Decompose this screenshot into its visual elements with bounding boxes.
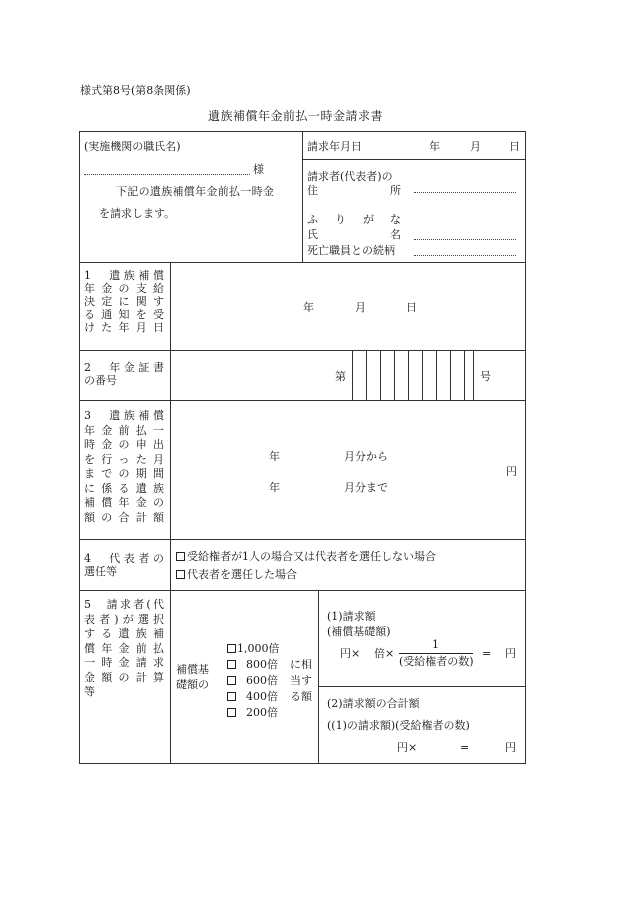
cert-box-line — [408, 350, 409, 400]
row1-month: 月 — [355, 301, 366, 314]
divider-row4 — [79, 590, 525, 591]
basis-label-1: 補償基 — [176, 663, 209, 676]
request-line1: 下記の遺族補償年金前払一時金 — [116, 185, 275, 198]
multiplier-800-checkbox[interactable] — [227, 660, 236, 669]
relation-dotline[interactable] — [414, 255, 516, 256]
cert-box-line — [380, 350, 381, 400]
row2-dai: 第 — [335, 370, 346, 383]
multiplier-1000: 1,000倍 — [237, 642, 280, 655]
row2-go: 号 — [480, 370, 491, 383]
claim-yen: 円 — [505, 647, 516, 660]
furigana-4: な — [390, 213, 401, 226]
top-split-line — [302, 131, 303, 262]
fraction-bar — [399, 653, 473, 654]
institution-label: (実施機関の職氏名) — [84, 140, 181, 153]
total-formula: ((1)の請求額)(受給権者の数) — [327, 719, 470, 732]
institution-dotline[interactable] — [84, 174, 250, 175]
date-row-bottom — [302, 159, 525, 160]
divider-row1 — [79, 350, 525, 351]
basis-label-2: 礎額の — [176, 678, 209, 691]
divider-row3 — [79, 539, 525, 540]
total-yen: 円 — [505, 741, 516, 754]
row3-month-to: 月分まで — [344, 481, 388, 494]
request-line2: を請求します。 — [99, 207, 176, 220]
claim-yen-x: 円× — [340, 647, 361, 660]
date-year: 年 — [429, 140, 440, 153]
multiplier-400: 400倍 — [246, 690, 278, 703]
furigana-2: り — [335, 213, 346, 226]
claimant-label: 請求者(代表者)の — [307, 170, 393, 183]
divider-top-section — [79, 262, 525, 263]
form-number: 様式第8号(第8条関係) — [80, 84, 191, 97]
total-yen-x: 円× — [397, 741, 418, 754]
row3-yen: 円 — [506, 465, 517, 478]
furigana-3: が — [363, 213, 374, 226]
row1-year: 年 — [303, 301, 314, 314]
frame-bottom — [79, 763, 525, 764]
claim-title: (1)請求額 — [327, 610, 376, 623]
claim-bai-x: 倍× — [374, 647, 395, 660]
cert-box-line — [366, 350, 367, 400]
multiplier-200: 200倍 — [246, 706, 278, 719]
multiplier-1000-checkbox[interactable] — [227, 644, 236, 653]
cert-box-line — [450, 350, 451, 400]
claim-numerator: 1 — [432, 638, 439, 651]
row5-label: 5 請求者(代 表者)が選択 する遺族補 償年金前払 一時金請求 金額の計算 等 — [84, 598, 164, 698]
multiplier-600: 600倍 — [246, 674, 278, 687]
row2-label: 2 年金証書 の番号 — [84, 361, 164, 387]
row5-split-line — [318, 590, 319, 764]
row3-month-from: 月分から — [344, 450, 388, 463]
label-column-divider — [170, 262, 171, 764]
option1-checkbox[interactable] — [176, 552, 185, 561]
cert-box-line — [464, 350, 465, 400]
furigana-1: ふ — [307, 213, 318, 226]
multiplier-400-checkbox[interactable] — [227, 692, 236, 701]
name-char-a: 氏 — [307, 228, 318, 241]
cert-box-line — [436, 350, 437, 400]
cert-box-line — [473, 350, 474, 400]
date-day: 日 — [509, 140, 520, 153]
row3-label: 3 遺族補償 年金前払一 時金の申出 を行った月 までの期間 に係る遺族 補償年金の 額の合計額 — [84, 409, 164, 524]
date-label: 請求年月日 — [307, 140, 362, 153]
sama-text: 様 — [253, 163, 264, 176]
frame-left — [79, 131, 80, 764]
total-title: (2)請求額の合計額 — [327, 697, 420, 710]
address-char-b: 所 — [390, 184, 401, 197]
name-char-b: 名 — [390, 228, 401, 241]
cert-box-line — [394, 350, 395, 400]
cert-box-line — [352, 350, 353, 400]
option2-checkbox[interactable] — [176, 570, 185, 579]
date-month: 月 — [470, 140, 481, 153]
relation-label: 死亡職員との続柄 — [307, 244, 395, 257]
multiplier-200-checkbox[interactable] — [227, 708, 236, 717]
row3-year-from: 年 — [269, 450, 280, 463]
address-dotline[interactable] — [414, 192, 516, 193]
multiplier-800: 800倍 — [246, 658, 278, 671]
cert-box-line — [422, 350, 423, 400]
option1-label: 受給権者が1人の場合又は代表者を選任しない場合 — [187, 550, 436, 563]
row1-day: 日 — [406, 301, 417, 314]
equiv-2: 当す — [290, 674, 312, 687]
row4-label: 4 代表者の 選任等 — [84, 552, 164, 578]
total-equals: = — [460, 741, 470, 754]
claim-sub: (補償基礎額) — [327, 625, 391, 638]
option2-label: 代表者を選任した場合 — [187, 568, 297, 581]
row5-right-divider — [318, 686, 525, 687]
row1-label: 1 遺族補償 年金の支給 決定に関す る通知を受 け た 年 月 日 — [84, 269, 164, 334]
form-title: 遺族補償年金前払一時金請求書 — [208, 109, 384, 123]
divider-row2 — [79, 400, 525, 401]
equiv-1: に相 — [290, 658, 312, 671]
equiv-3: る額 — [290, 690, 312, 703]
claim-equals: = — [482, 647, 492, 660]
row3-year-to: 年 — [269, 481, 280, 494]
frame-right — [525, 131, 526, 764]
claim-denominator: (受給権者の数) — [399, 655, 474, 668]
multiplier-600-checkbox[interactable] — [227, 676, 236, 685]
name-dotline[interactable] — [414, 239, 516, 240]
address-char-a: 住 — [307, 184, 318, 197]
